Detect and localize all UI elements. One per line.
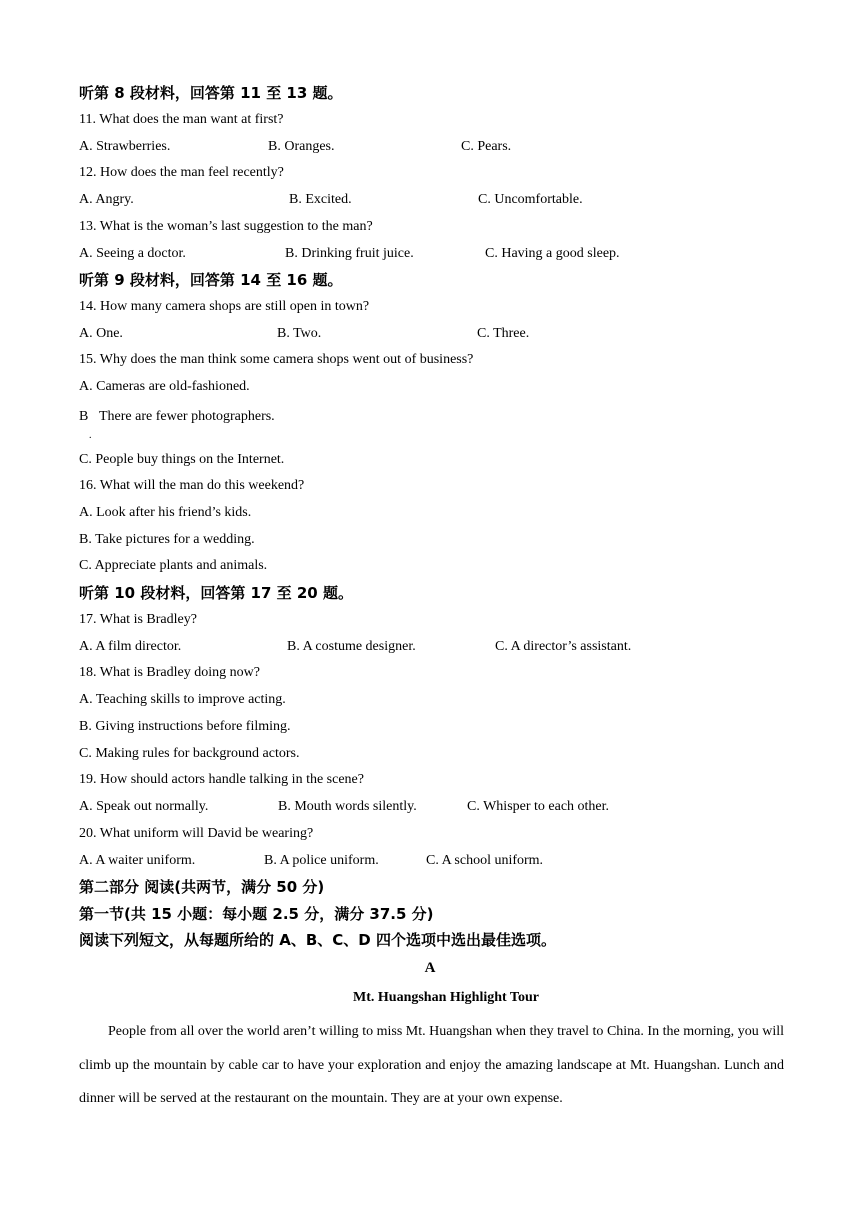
question-20-options	[79, 853, 860, 869]
option-c: C. Three.	[477, 326, 530, 341]
question-11-options	[79, 139, 860, 155]
option-c: C. Uncomfortable.	[478, 192, 583, 207]
question-11: 11. What does the man want at first?	[79, 112, 284, 127]
option-a: A. Speak out normally.	[79, 799, 209, 814]
option-c: C. A school uniform.	[426, 853, 544, 868]
question-16-option-c: C. Appreciate plants and animals.	[79, 558, 268, 573]
section-10-header: 听第 10 段材料，回答第 17 至 20 题。	[79, 584, 353, 602]
part-2-instruction: 阅读下列短文，从每题所给的 A、B、C、D 四个选项中选出最佳选项。	[79, 931, 556, 949]
question-15-option-a: A. Cameras are old-fashioned.	[79, 379, 250, 394]
question-14-options	[79, 326, 860, 342]
passage-letter: A	[424, 960, 436, 976]
question-18-option-b: B. Giving instructions before filming.	[79, 719, 291, 734]
option-a: A. Strawberries.	[79, 139, 171, 154]
option-a: A. Seeing a doctor.	[79, 246, 186, 261]
option-b: B. Excited.	[289, 192, 352, 207]
question-18-option-c: C. Making rules for background actors.	[79, 746, 300, 761]
question-13: 13. What is the woman’s last suggestion to the man?	[79, 219, 373, 234]
option-a: A. Angry.	[79, 192, 134, 207]
option-b-dot: .	[89, 430, 92, 441]
option-c: C. Having a good sleep.	[485, 246, 620, 261]
option-c: C. Pears.	[461, 139, 512, 154]
passage-text: People from all over the world aren’t willing to miss Mt. Huangshan when they travel to China. In the morning, you will climb up the mountain by cable car to have your exploration and enjoy the amazing landscape at Mt. Huangshan. Lunch and dinner will be served at the restaurant on the mountain. They are at your own expense.	[79, 1024, 784, 1106]
section-8-header: 听第 8 段材料，回答第 11 至 13 题。	[79, 84, 343, 102]
section-9-header: 听第 9 段材料，回答第 14 至 16 题。	[79, 271, 343, 289]
question-18: 18. What is Bradley doing now?	[79, 665, 260, 680]
option-a: A. A film director.	[79, 639, 182, 654]
question-17-options	[79, 639, 860, 655]
question-16: 16. What will the man do this weekend?	[79, 478, 305, 493]
part-2-title: 第二部分 阅读(共两节，满分 50 分)	[79, 878, 325, 896]
option-c: C. Whisper to each other.	[467, 799, 610, 814]
question-19: 19. How should actors handle talking in the scene?	[79, 772, 364, 787]
question-16-option-b: B. Take pictures for a wedding.	[79, 532, 255, 547]
question-13-options	[79, 246, 860, 262]
question-15-option-b-letter: B	[79, 409, 89, 424]
option-b: B. A police uniform.	[264, 853, 379, 868]
option-b: B. Two.	[277, 326, 322, 341]
question-18-option-a: A. Teaching skills to improve acting.	[79, 692, 286, 707]
question-14: 14. How many camera shops are still open in town?	[79, 299, 370, 314]
question-17: 17. What is Bradley?	[79, 612, 197, 627]
option-a: A. A waiter uniform.	[79, 853, 196, 868]
option-b: B. Drinking fruit juice.	[285, 246, 414, 261]
question-20: 20. What uniform will David be wearing?	[79, 826, 314, 841]
question-12-options	[79, 192, 860, 208]
question-16-option-a: A. Look after his friend’s kids.	[79, 505, 252, 520]
passage-title: Mt. Huangshan Highlight Tour	[353, 990, 539, 1005]
option-b: B. A costume designer.	[287, 639, 416, 654]
question-12: 12. How does the man feel recently?	[79, 165, 284, 180]
question-19-options	[79, 799, 860, 815]
part-2-section-1: 第一节(共 15 小题：每小题 2.5 分，满分 37.5 分)	[79, 905, 434, 923]
option-b: B. Mouth words silently.	[278, 799, 417, 814]
option-c: C. A director’s assistant.	[495, 639, 632, 654]
question-15-option-b: There are fewer photographers.	[99, 409, 275, 424]
option-b: B. Oranges.	[268, 139, 335, 154]
question-15: 15. Why does the man think some camera shops went out of business?	[79, 352, 474, 367]
question-15-option-c: C. People buy things on the Internet.	[79, 452, 285, 467]
option-a: A. One.	[79, 326, 123, 341]
